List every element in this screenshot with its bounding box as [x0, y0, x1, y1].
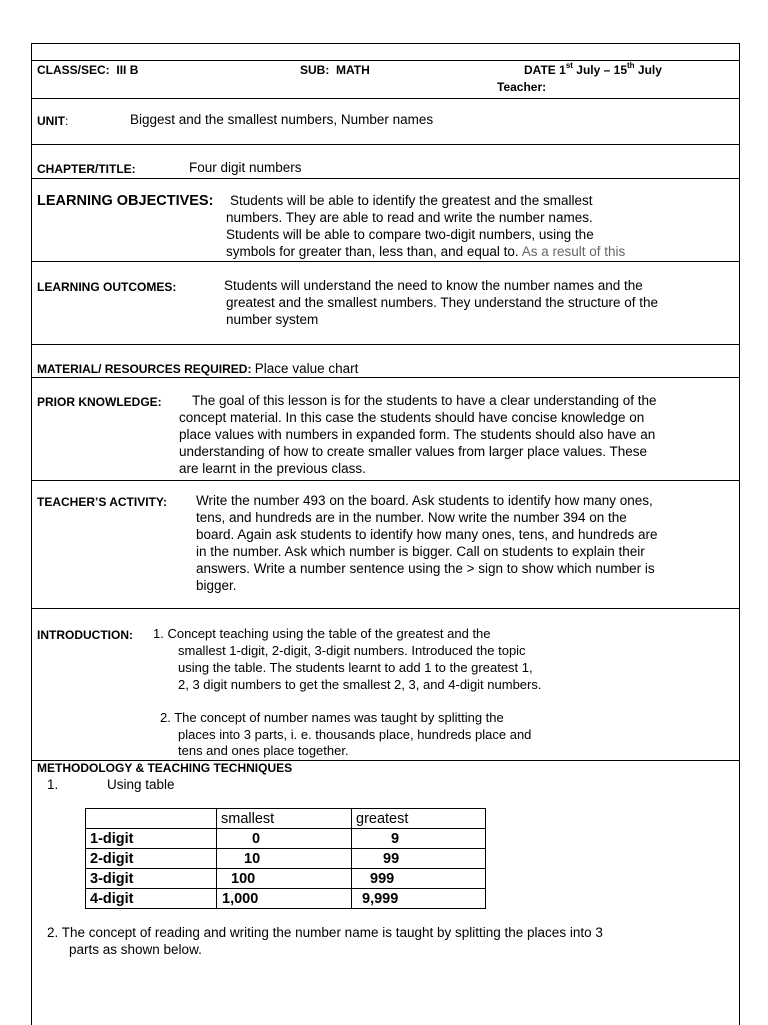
teacher-activity-label: TEACHER’S ACTIVITY:: [37, 495, 168, 509]
teacher-label: Teacher:: [497, 80, 547, 94]
table-cell: 3-digit: [86, 869, 217, 889]
objectives-faded-text: As a result of this: [521, 244, 626, 259]
prior-knowledge-line: place values with numbers in expanded form. The students should also have an: [179, 427, 656, 442]
table-cell: 999: [352, 869, 486, 889]
row-divider: [31, 344, 740, 345]
introduction-point1-line: 2, 3 digit numbers to get the smallest 2, 3, and 4-digit numbers.: [178, 677, 542, 692]
introduction-point2-line: tens and ones place together.: [178, 743, 349, 758]
materials-value: Place value chart: [254, 361, 359, 376]
table-cell: 100: [217, 869, 352, 889]
header-date: [524, 62, 662, 79]
unit-label-group: [37, 113, 68, 130]
introduction-point1-line: smallest 1-digit, 2-digit, 3-digit numbers. Introduced the topic: [178, 643, 526, 658]
table-cell: 9,999: [352, 889, 486, 909]
table-header-cell: smallest: [217, 809, 352, 829]
prior-knowledge-line: understanding of how to create smaller values from larger place values. These: [179, 444, 647, 459]
number-range-table: [85, 808, 486, 909]
table-header-cell: greatest: [352, 809, 486, 829]
objectives-line: Students will be able to identify the greatest and the smallest: [230, 193, 593, 208]
teacher-activity-line: Write the number 493 on the board. Ask students to identify how many ones,: [196, 493, 653, 508]
outcomes-line: number system: [226, 312, 319, 327]
prior-knowledge-line: The goal of this lesson is for the students to have a clear understanding of the: [192, 393, 657, 408]
introduction-point1-line: 1. Concept teaching using the table of the greatest and the: [153, 626, 491, 641]
materials-row: [37, 361, 358, 378]
methodology-item1-number: 1.: [47, 777, 59, 792]
table-cell: 9: [352, 829, 486, 849]
table-header-cell: [86, 809, 217, 829]
date-end-month: July: [637, 63, 662, 77]
materials-label: MATERIAL/ RESOURCES REQUIRED:: [37, 362, 252, 376]
introduction-point2-line: places into 3 parts, i. e. thousands place, hundreds place and: [178, 727, 532, 742]
introduction-point2-line: 2. The concept of number names was taught by splitting the: [160, 710, 504, 725]
row-divider: [31, 480, 740, 481]
unit-value: Biggest and the smallest numbers, Number names: [130, 112, 434, 127]
table-row: [86, 849, 486, 869]
outcomes-label: LEARNING OUTCOMES:: [37, 280, 177, 294]
teacher-activity-line: answers. Write a number sentence using the > sign to show which number is: [196, 561, 655, 576]
teacher-activity-line: tens, and hundreds are in the number. Now write the number 394 on the: [196, 510, 627, 525]
outcomes-line: Students will understand the need to know the number names and the: [224, 278, 643, 293]
methodology-item1-text: Using table: [107, 777, 175, 792]
objectives-label: LEARNING OBJECTIVES:: [37, 193, 214, 209]
table-header-row: [86, 809, 486, 829]
row-divider: [31, 608, 740, 609]
unit-label: UNIT: [37, 114, 65, 128]
objectives-line: symbols for greater than, less than, and equal to.: [226, 244, 519, 259]
date-end-suffix: th: [627, 61, 635, 70]
row-divider: [31, 144, 740, 145]
teacher-activity-line: board. Again ask students to identify how many ones, tens, and hundreds are: [196, 527, 658, 542]
teacher-activity-line: bigger.: [196, 578, 237, 593]
methodology-item2-line: parts as shown below.: [69, 942, 202, 957]
table-row: [86, 889, 486, 909]
table-cell: 1-digit: [86, 829, 217, 849]
date-start-day: 1: [559, 63, 566, 77]
table-cell: 4-digit: [86, 889, 217, 909]
teacher-activity-line: in the number. Ask which number is bigger. Call on students to explain their: [196, 544, 645, 559]
class-label: CLASS/SEC:: [37, 63, 110, 77]
objectives-line-last: [226, 244, 625, 261]
introduction-point1-line: using the table. The students learnt to add 1 to the greatest 1,: [178, 660, 533, 675]
header-subject: [300, 62, 370, 79]
introduction-label: INTRODUCTION:: [37, 628, 133, 642]
date-end-day: 15: [613, 63, 628, 77]
table-cell: 2-digit: [86, 849, 217, 869]
date-start-month: July –: [576, 63, 611, 77]
table-cell: 1,000: [217, 889, 352, 909]
table-row: [86, 829, 486, 849]
date-label: DATE: [524, 63, 556, 77]
date-start-suffix: st: [565, 61, 573, 70]
table-cell: 10: [217, 849, 352, 869]
table-cell: 0: [217, 829, 352, 849]
methodology-label: METHODOLOGY & TEACHING TECHNIQUES: [37, 761, 293, 775]
chapter-value: Four digit numbers: [189, 160, 302, 175]
row-divider: [31, 178, 740, 179]
table-cell: 99: [352, 849, 486, 869]
objectives-line: numbers. They are able to read and write the number names.: [226, 210, 593, 225]
objectives-line: Students will be able to compare two-digit numbers, using the: [226, 227, 594, 242]
prior-knowledge-label: PRIOR KNOWLEDGE:: [37, 395, 162, 409]
prior-knowledge-line: concept material. In this case the students should have concise knowledge on: [179, 410, 645, 425]
chapter-label: CHAPTER/TITLE:: [37, 162, 136, 176]
row-divider: [31, 98, 740, 99]
methodology-item2-line: 2. The concept of reading and writing the number name is taught by splitting the places into 3: [47, 925, 603, 940]
row-divider: [31, 261, 740, 262]
unit-colon: :: [65, 114, 69, 128]
subject-value: MATH: [336, 63, 370, 77]
prior-knowledge-line: are learnt in the previous class.: [179, 461, 366, 476]
outcomes-line: greatest and the smallest numbers. They understand the structure of the: [226, 295, 658, 310]
subject-label: SUB:: [300, 63, 330, 77]
header-class: [37, 62, 138, 79]
table-row: [86, 869, 486, 889]
class-value: III B: [116, 63, 139, 77]
